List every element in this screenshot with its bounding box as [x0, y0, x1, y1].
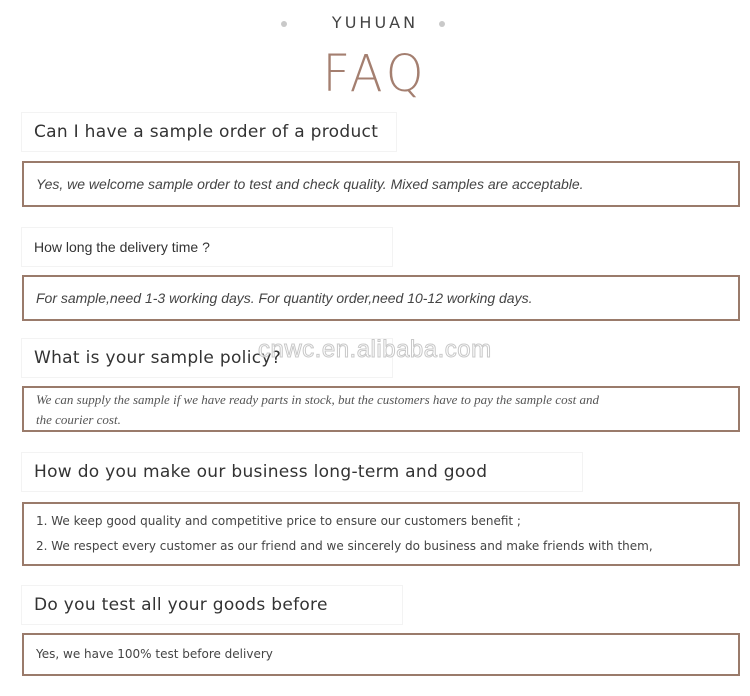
brand-header: [0, 12, 750, 38]
faq-question-1: Can I have a sample order of a product: [22, 113, 396, 151]
faq-answer-3: [22, 386, 740, 432]
faq-answer-3-line-2: the courier cost.: [36, 412, 121, 427]
faq-answer-4: [22, 502, 740, 566]
faq-question-2: How long the delivery time ?: [22, 228, 392, 266]
faq-title: FAQ: [322, 44, 428, 104]
faq-answer-5-line-1: Yes, we have 100% test before delivery: [36, 647, 273, 661]
faq-answer-1: [22, 161, 740, 207]
faq-question-4: How do you make our business long-term and good: [22, 453, 582, 491]
faq-question-5: Do you test all your goods before: [22, 586, 402, 624]
faq-answer-4-line-2: 2. We respect every customer as our friend and we sincerely do business and make friends with them,: [36, 539, 653, 553]
brand-name: YUHUAN: [331, 13, 419, 32]
faq-answer-1-line-1: Yes, we welcome sample order to test and check quality. Mixed samples are acceptable.: [36, 176, 584, 192]
faq-answer-2: [22, 275, 740, 321]
faq-answer-2-line-1: For sample,need 1-3 working days. For quantity order,need 10-12 working days.: [36, 290, 533, 306]
faq-answer-5: [22, 633, 740, 676]
watermark: cnwc.en.alibaba.com: [258, 336, 492, 363]
faq-answer-3-line-1: We can supply the sample if we have ready parts in stock, but the customers have to pay the sample cost and: [36, 392, 599, 407]
right-dot-icon: [439, 21, 445, 27]
faq-question-3: What is your sample policy?: [22, 339, 392, 377]
faq-answer-4-line-1: 1. We keep good quality and competitive price to ensure our customers benefit ;: [36, 514, 521, 528]
